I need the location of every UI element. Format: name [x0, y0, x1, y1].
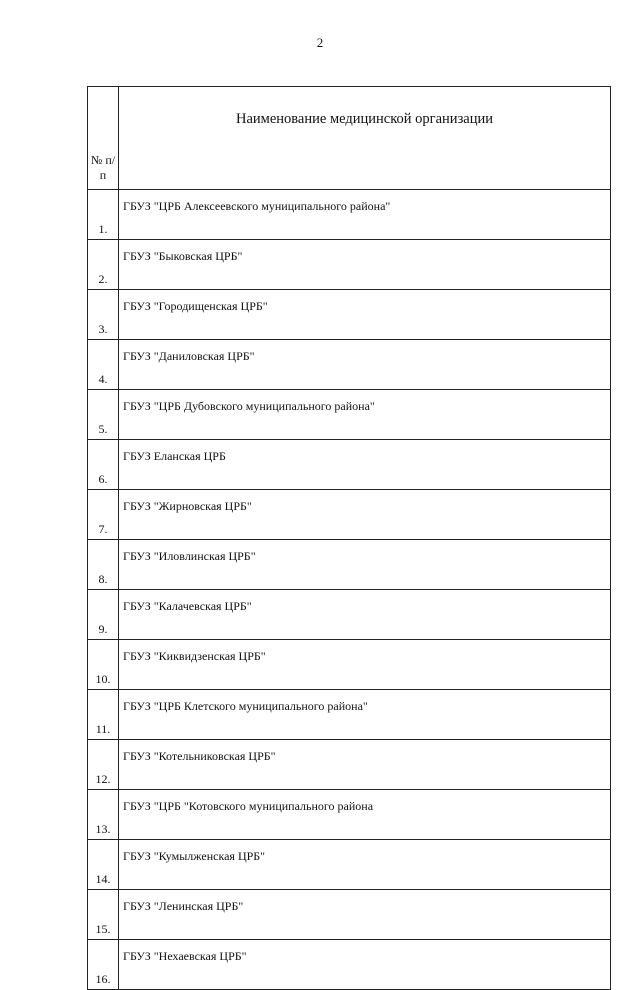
table-row [88, 440, 611, 490]
organization-name: ГБУЗ "ЦРБ Алексеевского муниципального района" [119, 190, 611, 240]
row-number: 8. [88, 540, 119, 590]
row-number: 11. [88, 690, 119, 740]
header-organization-name: Наименование медицинской организации [119, 87, 611, 190]
row-number: 6. [88, 440, 119, 490]
table-row [88, 740, 611, 790]
table-row [88, 890, 611, 940]
organization-name: ГБУЗ "ЦРБ "Котовского муниципального района [119, 790, 611, 840]
table-row [88, 640, 611, 690]
organization-name: ГБУЗ "ЦРБ Дубовского муниципального района" [119, 390, 611, 440]
organization-name: ГБУЗ Еланская ЦРБ [119, 440, 611, 490]
row-number: 10. [88, 640, 119, 690]
table-row [88, 290, 611, 340]
row-number: 1. [88, 190, 119, 240]
table-row [88, 390, 611, 440]
organization-name: ГБУЗ "Быковская ЦРБ" [119, 240, 611, 290]
table-row [88, 790, 611, 840]
table-row [88, 540, 611, 590]
table-row [88, 190, 611, 240]
organization-name: ГБУЗ "Городищенская ЦРБ" [119, 290, 611, 340]
table-body [88, 190, 611, 990]
organization-name: ГБУЗ "Кумылженская ЦРБ" [119, 840, 611, 890]
organization-name: ГБУЗ "Жирновская ЦРБ" [119, 490, 611, 540]
table-row [88, 840, 611, 890]
organization-name: ГБУЗ "Киквидзенская ЦРБ" [119, 640, 611, 690]
organization-name: ГБУЗ "Даниловская ЦРБ" [119, 340, 611, 390]
row-number: 3. [88, 290, 119, 340]
page-number: 2 [316, 35, 324, 50]
table-header-row [88, 87, 611, 190]
organization-name: ГБУЗ "Нехаевская ЦРБ" [119, 940, 611, 990]
table-row [88, 590, 611, 640]
organization-name: ГБУЗ "Калачевская ЦРБ" [119, 590, 611, 640]
row-number: 13. [88, 790, 119, 840]
row-number: 9. [88, 590, 119, 640]
organization-name: ГБУЗ "Иловлинская ЦРБ" [119, 540, 611, 590]
table-row [88, 340, 611, 390]
row-number: 12. [88, 740, 119, 790]
organization-name: ГБУЗ "ЦРБ Клетского муниципального района" [119, 690, 611, 740]
organization-name: ГБУЗ "Ленинская ЦРБ" [119, 890, 611, 940]
table-row [88, 690, 611, 740]
row-number: 2. [88, 240, 119, 290]
table-row [88, 490, 611, 540]
table-row [88, 240, 611, 290]
header-number-column: № п/п [88, 87, 119, 190]
organizations-table [87, 86, 611, 990]
row-number: 15. [88, 890, 119, 940]
table-row [88, 940, 611, 990]
organization-name: ГБУЗ "Котельниковская ЦРБ" [119, 740, 611, 790]
row-number: 4. [88, 340, 119, 390]
row-number: 5. [88, 390, 119, 440]
row-number: 7. [88, 490, 119, 540]
row-number: 14. [88, 840, 119, 890]
row-number: 16. [88, 940, 119, 990]
